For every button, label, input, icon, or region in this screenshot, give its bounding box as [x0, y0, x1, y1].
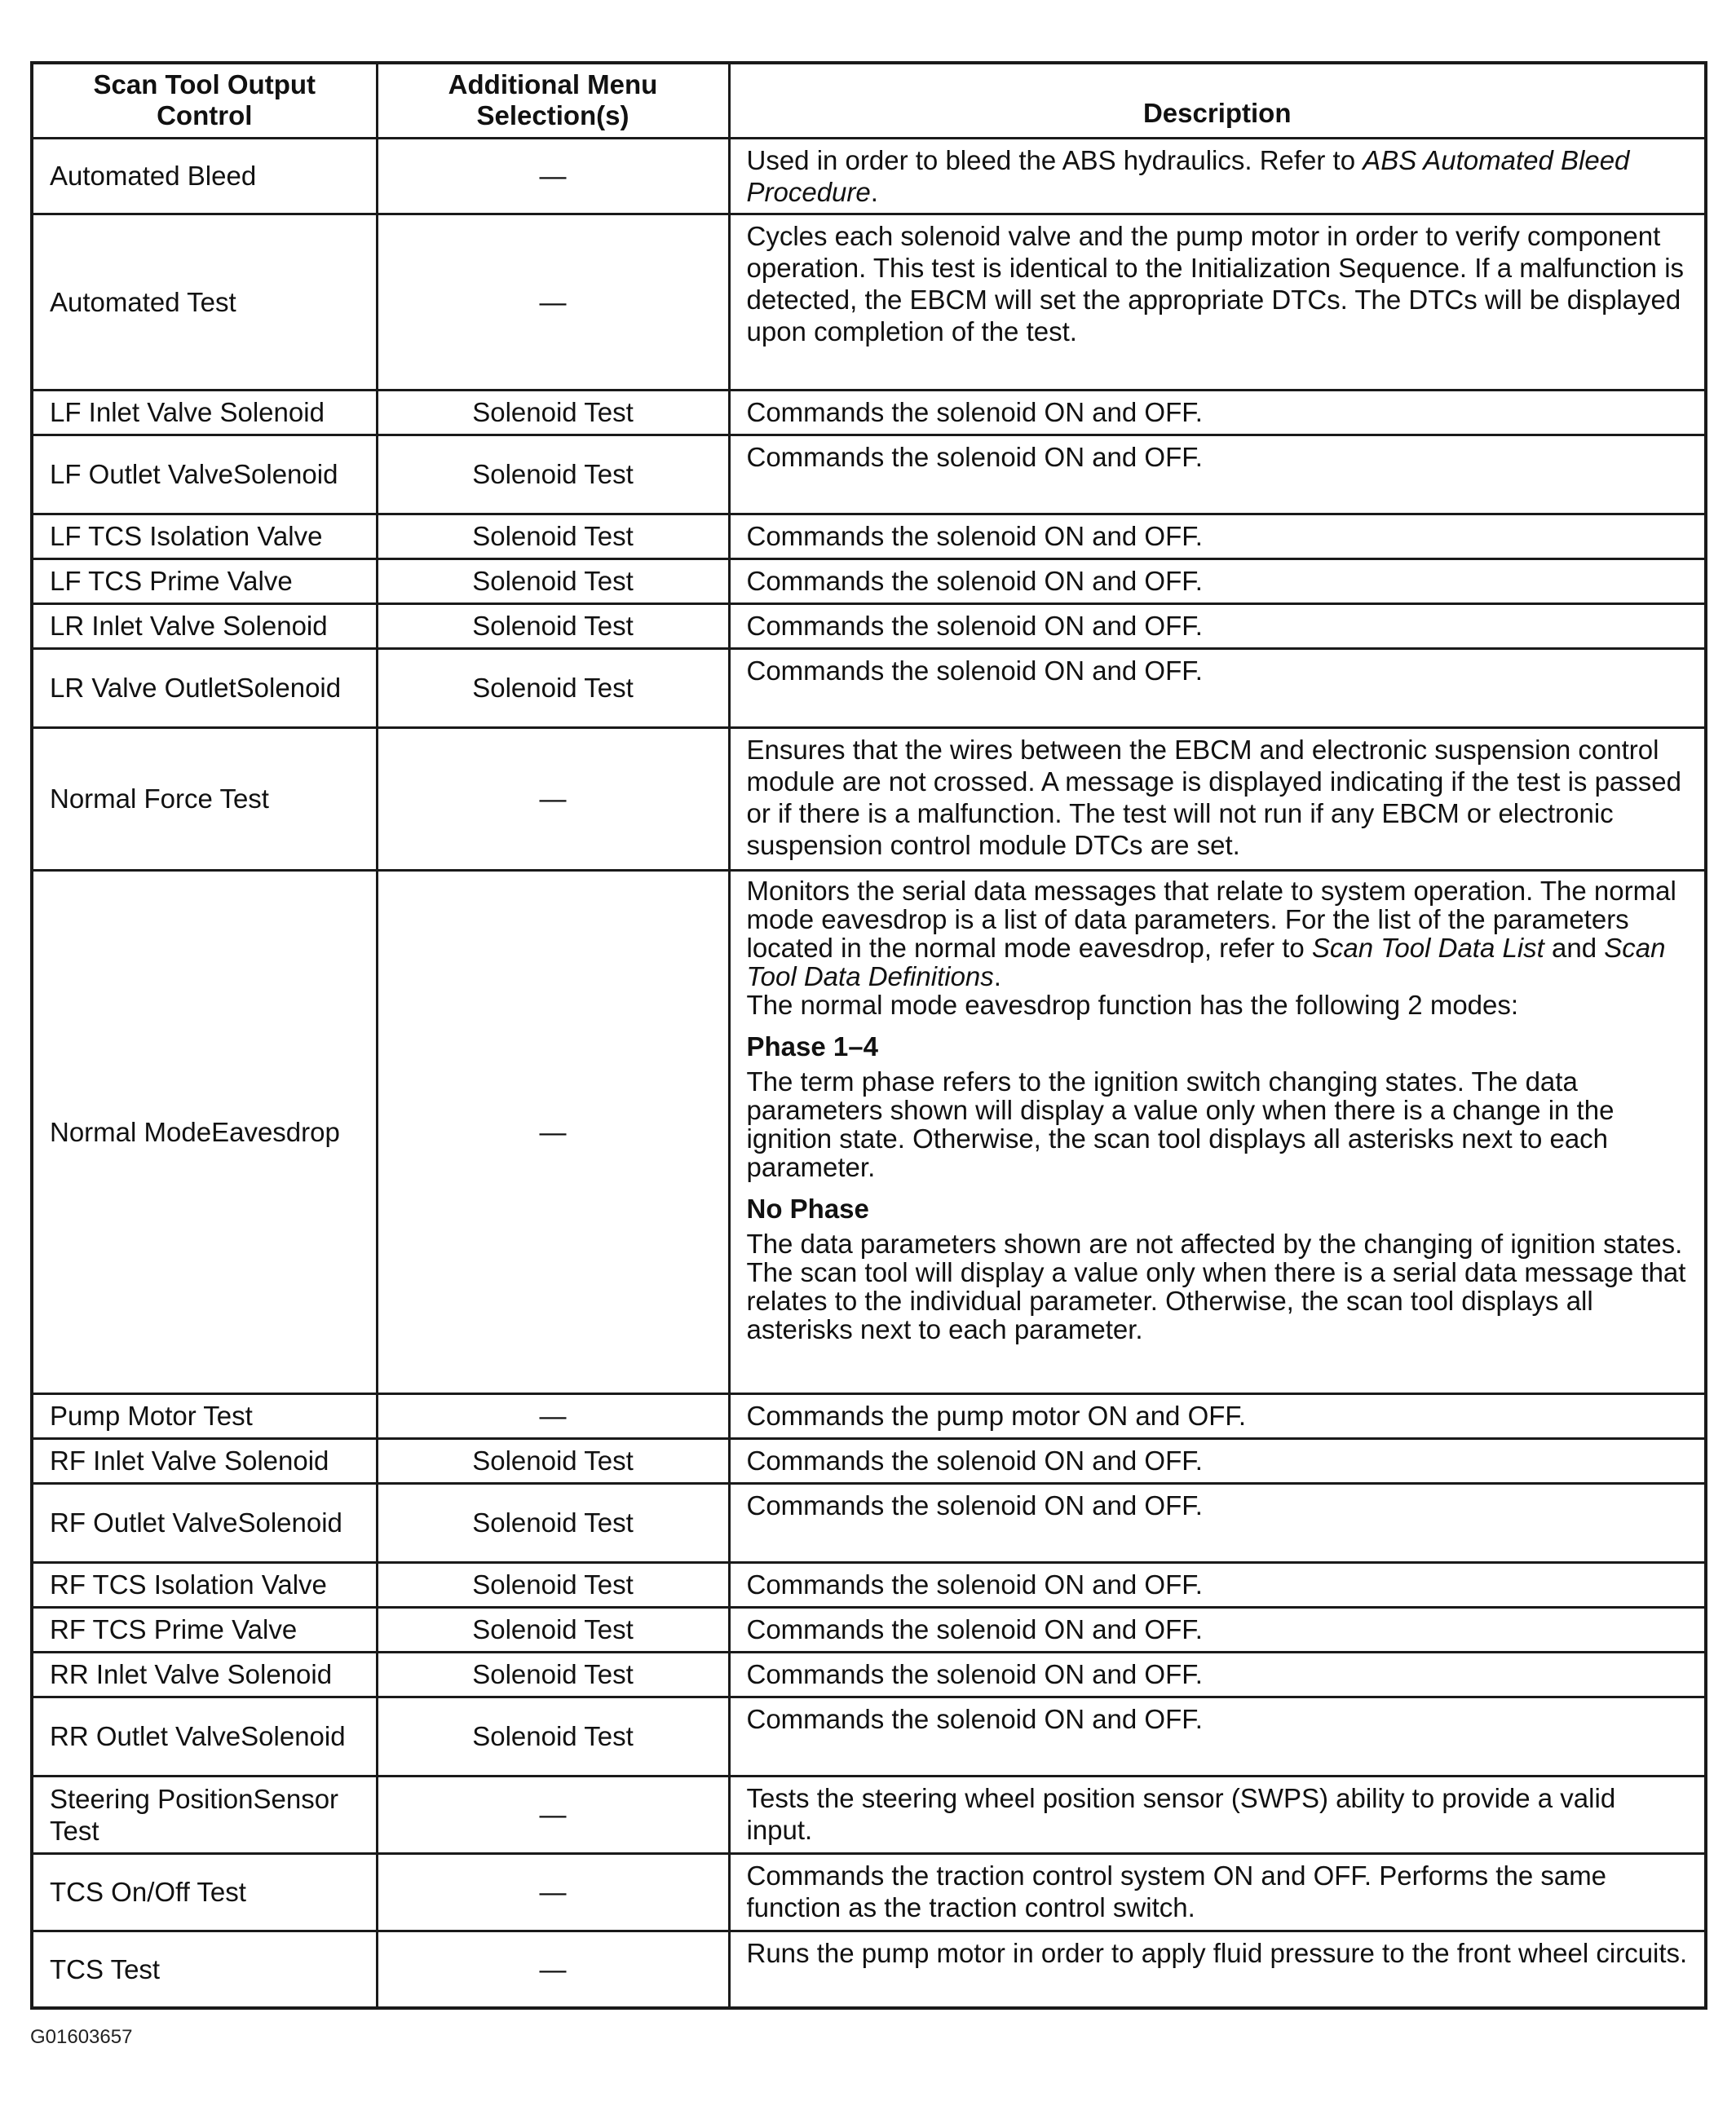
control-cell [32, 435, 377, 514]
description-paragraph: The data parameters shown are not affected by the changing of ignition states. The scan tool will display a value only when there is a serial data message that relates to the individual parameter. Otherwise, the scan tool displays all asterisks next to each parameter. [746, 1228, 1686, 1344]
menu-cell: Solenoid Test [377, 1652, 729, 1697]
table-row [32, 1562, 1706, 1607]
description-cell: Commands the solenoid ON and OFF. [729, 435, 1706, 514]
control-text: Solenoid [236, 673, 342, 703]
description-cell: Commands the pump motor ON and OFF. [729, 1393, 1706, 1438]
header-description: Description [729, 63, 1706, 138]
data-list-reference: Scan Tool Data List [1311, 932, 1544, 963]
control-text: LF Outlet Valve [50, 459, 233, 489]
control-text: Sensor Test [50, 1783, 339, 1846]
control-text: Steering Position [50, 1783, 254, 1814]
control-text: RR Inlet Valve Solenoid [50, 1659, 333, 1689]
description-cell: Commands the solenoid ON and OFF. [729, 1697, 1706, 1776]
figure-id: G01603657 [30, 2026, 133, 2048]
control-cell [32, 1483, 377, 1562]
menu-cell: — [377, 138, 729, 214]
header-menu [377, 63, 729, 138]
menu-cell: Solenoid Test [377, 1438, 729, 1483]
control-text: RR Outlet Valve [50, 1721, 241, 1751]
menu-cell: — [377, 1853, 729, 1931]
table-row [32, 558, 1706, 603]
description-cell: Commands the solenoid ON and OFF. [729, 1652, 1706, 1697]
menu-cell: — [377, 727, 729, 870]
description-cell: Ensures that the wires between the EBCM and electronic suspension control module are not crossed. A message is displayed indicating if the test is passed or if there is a malfunction. The test will not run if any EBCM or electronic suspension control module DTCs are set. [729, 727, 1706, 870]
control-cell [32, 727, 377, 870]
description-text: . [870, 176, 878, 207]
control-text: TCS Test [50, 1953, 161, 1984]
control-cell [32, 1393, 377, 1438]
control-cell [32, 1931, 377, 2008]
table-row [32, 1853, 1706, 1931]
header-control-line: Control [157, 100, 253, 131]
control-cell [32, 648, 377, 727]
control-cell [32, 558, 377, 603]
control-text: LR Valve Outlet [50, 673, 236, 703]
output-control-table [30, 61, 1707, 2010]
control-text: Automated Test [50, 286, 236, 317]
menu-cell: — [377, 1931, 729, 2008]
menu-cell: — [377, 1393, 729, 1438]
control-cell [32, 138, 377, 214]
description-cell: Tests the steering wheel position sensor (SWPS) ability to provide a valid input. [729, 1776, 1706, 1853]
control-text: LF TCS Prime Valve [50, 566, 293, 596]
data-definitions-reference: Scan Tool Data Definitions [746, 932, 1666, 991]
menu-cell: Solenoid Test [377, 390, 729, 435]
table-row [32, 1652, 1706, 1697]
table-row [32, 138, 1706, 214]
control-cell [32, 1853, 377, 1931]
control-text: Normal Mode [50, 1116, 212, 1147]
menu-cell: Solenoid Test [377, 435, 729, 514]
description-paragraph: The normal mode eavesdrop function has the following 2 modes: [746, 989, 1519, 1020]
header-control [32, 63, 377, 138]
table-row [32, 514, 1706, 558]
description-cell: Commands the solenoid ON and OFF. [729, 558, 1706, 603]
control-cell [32, 514, 377, 558]
description-cell: Commands the solenoid ON and OFF. [729, 1607, 1706, 1652]
table-row [32, 727, 1706, 870]
control-text: RF TCS Isolation Valve [50, 1569, 327, 1600]
description-paragraph: The term phase refers to the ignition switch changing states. The data parameters shown will display a value only when there is a change in the ignition state. Otherwise, the scan tool displays all asterisks next to each parameter. [746, 1066, 1615, 1182]
menu-cell: Solenoid Test [377, 1607, 729, 1652]
description-cell: Commands the solenoid ON and OFF. [729, 1438, 1706, 1483]
menu-cell: Solenoid Test [377, 1562, 729, 1607]
table-row [32, 1438, 1706, 1483]
menu-cell: — [377, 870, 729, 1393]
table-row [32, 1393, 1706, 1438]
table-row [32, 435, 1706, 514]
menu-cell: Solenoid Test [377, 603, 729, 648]
control-text: Solenoid [237, 1507, 342, 1538]
control-text: Normal Force Test [50, 783, 269, 814]
control-text: RF Outlet Valve [50, 1507, 238, 1538]
control-cell [32, 1607, 377, 1652]
control-text: TCS On/Off Test [50, 1877, 246, 1907]
table-row [32, 1931, 1706, 2008]
control-text: LF TCS Isolation Valve [50, 521, 323, 551]
description-cell: Commands the solenoid ON and OFF. [729, 603, 1706, 648]
table-row [32, 1697, 1706, 1776]
description-cell: Cycles each solenoid valve and the pump motor in order to verify component operation. This test is identical to the Initialization Sequence. If a malfunction is detected, the EBCM will set the appropriate DTCs. The DTCs will be displayed upon completion of the test. [729, 214, 1706, 390]
description-cell: Commands the solenoid ON and OFF. [729, 1483, 1706, 1562]
header-menu-line: Selection(s) [476, 100, 629, 131]
header-control-line: Scan Tool Output [93, 69, 316, 100]
control-text: Solenoid [233, 459, 338, 489]
description-cell: Runs the pump motor in order to apply fluid pressure to the front wheel circuits. [729, 1931, 1706, 2008]
description-cell: Commands the solenoid ON and OFF. [729, 1562, 1706, 1607]
control-text: Solenoid [241, 1721, 346, 1751]
description-cell [729, 870, 1706, 1393]
table-row [32, 390, 1706, 435]
menu-cell: Solenoid Test [377, 558, 729, 603]
control-text: Pump Motor Test [50, 1401, 253, 1431]
description-text: . [993, 960, 1001, 991]
description-cell: Commands the solenoid ON and OFF. [729, 390, 1706, 435]
control-text: RF TCS Prime Valve [50, 1614, 298, 1644]
menu-cell: Solenoid Test [377, 1483, 729, 1562]
subheading-phase: Phase 1–4 [746, 1031, 878, 1062]
control-cell [32, 1562, 377, 1607]
menu-cell: Solenoid Test [377, 514, 729, 558]
control-cell [32, 390, 377, 435]
description-cell: Commands the solenoid ON and OFF. [729, 648, 1706, 727]
description-text: Used in order to bleed the ABS hydraulics. Refer to [746, 144, 1363, 175]
menu-cell: — [377, 1776, 729, 1853]
description-cell [729, 138, 1706, 214]
control-text: Eavesdrop [211, 1116, 340, 1147]
table-row [32, 870, 1706, 1393]
control-cell [32, 870, 377, 1393]
control-cell [32, 214, 377, 390]
control-cell [32, 603, 377, 648]
control-cell [32, 1697, 377, 1776]
control-text: LR Inlet Valve Solenoid [50, 611, 328, 641]
description-cell: Commands the solenoid ON and OFF. [729, 514, 1706, 558]
table-row [32, 1776, 1706, 1853]
control-text: Automated Bleed [50, 161, 257, 191]
procedure-reference: ABS Automated Bleed Procedure [746, 144, 1630, 207]
description-paragraph [747, 876, 1689, 991]
table-row [32, 214, 1706, 390]
table-row [32, 1607, 1706, 1652]
description-cell: Commands the traction control system ON and OFF. Performs the same function as the traction control switch. [729, 1853, 1706, 1931]
menu-cell: — [377, 214, 729, 390]
table-row [32, 603, 1706, 648]
menu-cell: Solenoid Test [377, 1697, 729, 1776]
subheading-no-phase: No Phase [746, 1193, 869, 1224]
menu-cell: Solenoid Test [377, 648, 729, 727]
control-cell [32, 1776, 377, 1853]
header-row [32, 63, 1706, 138]
control-cell [32, 1652, 377, 1697]
table-row [32, 648, 1706, 727]
control-text: LF Inlet Valve Solenoid [50, 397, 325, 427]
table-row [32, 1483, 1706, 1562]
control-text: RF Inlet Valve Solenoid [50, 1446, 329, 1476]
control-cell [32, 1438, 377, 1483]
description-text: and [1544, 932, 1605, 963]
description-text: Monitors the serial data messages that relate to system operation. The normal mode eavesdrop is a list of data parameters. For the list of the parameters located in the normal mode eavesdrop, refer to [746, 875, 1676, 963]
header-menu-line: Additional Menu [448, 69, 658, 100]
